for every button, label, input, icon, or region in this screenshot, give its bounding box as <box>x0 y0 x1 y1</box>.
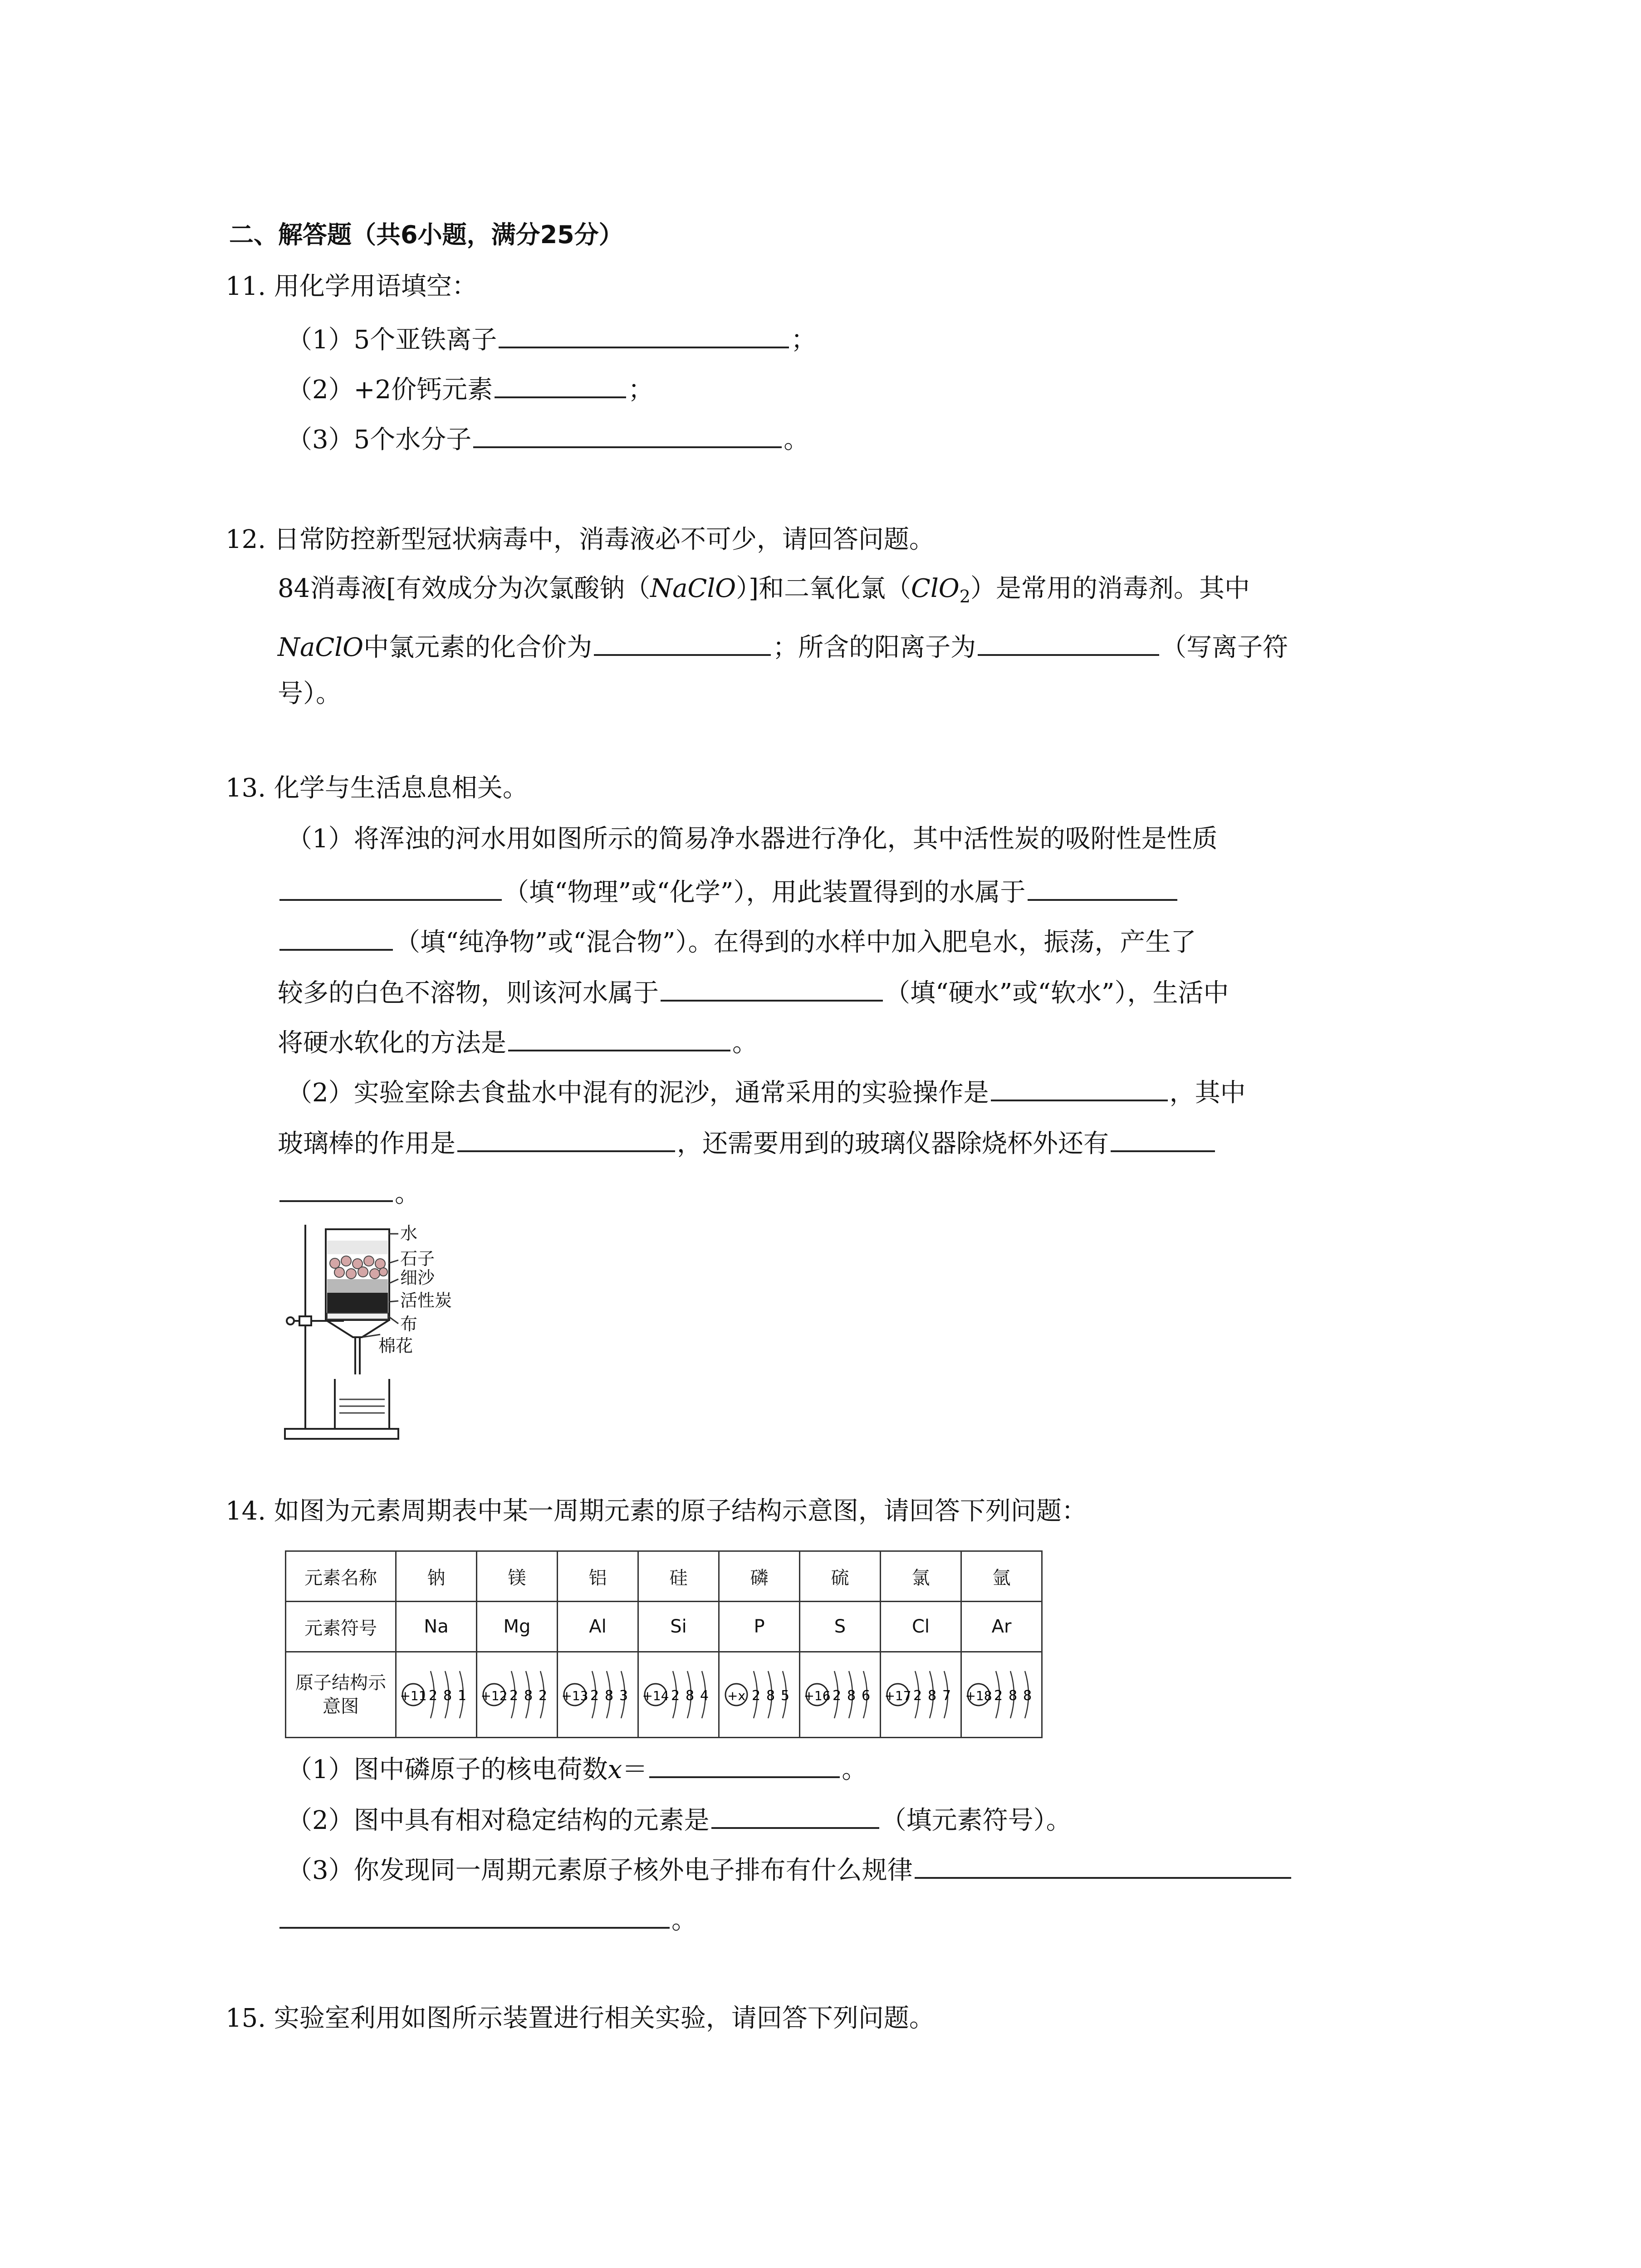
answer-blank[interactable] <box>279 871 502 901</box>
q12-line2: 84消毒液[有效成分为次氯酸钠（NaClO）]和二氧化氯（ClO$_2$）是常用的消毒剂。其中 <box>278 574 1250 607</box>
electron-count: 7 <box>942 1688 951 1704</box>
nucleus-charge: +16 <box>803 1688 831 1703</box>
row-header-name: 元素名称 <box>286 1551 396 1602</box>
electron-count: 8 <box>524 1688 533 1704</box>
atom-diagram-al <box>558 1652 638 1738</box>
answer-blank[interactable] <box>915 1849 1291 1879</box>
q12-stem: 12. 日常防控新型冠状病毒中，消毒液必不可少，请回答问题。 <box>225 525 935 554</box>
atom-structure-svg <box>398 1658 475 1731</box>
figure-label-water: 水 <box>400 1223 418 1243</box>
atom-diagram-s <box>800 1652 881 1738</box>
electron-count: 8 <box>766 1688 775 1704</box>
atom-structure-svg <box>479 1658 556 1731</box>
q13-line6: 将硬水软化的方法是 。 <box>278 1022 758 1061</box>
element-name: 氯 <box>881 1551 961 1602</box>
q11-part1: （1）5个亚铁离子 ； <box>287 318 816 358</box>
answer-blank[interactable] <box>279 1899 670 1929</box>
q12-line4: 号）。 <box>278 679 341 709</box>
electron-count: 1 <box>457 1688 466 1704</box>
electron-count: 8 <box>1008 1688 1017 1704</box>
atom-diagram-ar <box>961 1652 1042 1738</box>
electron-count: 8 <box>685 1688 694 1704</box>
electron-count: 8 <box>443 1688 452 1704</box>
answer-blank[interactable] <box>978 626 1159 656</box>
q12-line3: NaClO中氯元素的化合价为 ；所含的阳离子为 （写离子符 <box>278 626 1288 666</box>
q13-line7: （2）实验室除去食盐水中混有的泥沙，通常采用的实验操作是 ，其中 <box>287 1071 1246 1111</box>
answer-blank[interactable] <box>1028 871 1177 901</box>
figure-label-cotton: 棉花 <box>378 1336 413 1356</box>
q11-stem: 11. 用化学用语填空： <box>225 272 477 301</box>
element-symbol: S <box>800 1602 881 1652</box>
electron-count: 2 <box>913 1688 922 1704</box>
electron-count: 8 <box>604 1688 613 1704</box>
q13-line4: （填“纯净物”或“混合物”）。在得到的水样中加入肥皂水，振荡，产生了 <box>278 921 1196 961</box>
q13-line3: （填“物理”或“化学”），用此装置得到的水属于 <box>278 871 1179 911</box>
figure-label-cloth: 布 <box>400 1314 418 1334</box>
element-name: 磷 <box>719 1551 800 1602</box>
answer-blank[interactable] <box>457 1122 675 1152</box>
electron-count: 2 <box>994 1688 1003 1704</box>
atom-structure-svg <box>559 1658 637 1731</box>
answer-blank[interactable] <box>1111 1122 1215 1152</box>
answer-blank[interactable] <box>495 368 626 398</box>
atom-structure-svg <box>882 1658 960 1731</box>
atom-structure-svg <box>721 1658 798 1731</box>
element-name: 硫 <box>800 1551 881 1602</box>
element-symbol: Ar <box>961 1602 1042 1652</box>
row-header-diagram: 原子结构示意图 <box>286 1652 396 1738</box>
element-symbol: Si <box>638 1602 719 1652</box>
electron-count: 3 <box>619 1688 628 1704</box>
atom-structure-svg <box>640 1658 717 1731</box>
element-name: 硅 <box>638 1551 719 1602</box>
q14-stem: 14. 如图为元素周期表中某一周期元素的原子结构示意图，请回答下列问题： <box>225 1496 1087 1526</box>
q13-line2: （1）将浑浊的河水用如图所示的简易净水器进行净化，其中活性炭的吸附性是性质 <box>287 824 1218 854</box>
element-symbol: Mg <box>477 1602 558 1652</box>
answer-blank[interactable] <box>508 1022 730 1051</box>
electron-count: 6 <box>861 1688 870 1704</box>
nucleus-charge: +x <box>727 1688 745 1703</box>
figure-label-sand: 细沙 <box>400 1268 435 1288</box>
q13-stem: 13. 化学与生活息息相关。 <box>225 773 528 803</box>
element-symbol: Al <box>558 1602 638 1652</box>
nucleus-charge: +13 <box>561 1688 588 1703</box>
q14-part1: （1）图中磷原子的核电荷数x＝ 。 <box>287 1748 867 1788</box>
answer-blank[interactable] <box>594 626 771 656</box>
answer-blank[interactable] <box>711 1799 879 1829</box>
electron-count: 2 <box>832 1688 841 1704</box>
atom-diagram-p <box>719 1652 800 1738</box>
atom-diagram-na <box>396 1652 477 1738</box>
element-name: 镁 <box>477 1551 558 1602</box>
electron-count: 4 <box>700 1688 709 1704</box>
electron-count: 2 <box>509 1688 518 1704</box>
q13-line8: 玻璃棒的作用是 ，还需要用到的玻璃仪器除烧杯外还有 <box>278 1122 1217 1162</box>
nucleus-charge: +12 <box>480 1688 508 1703</box>
answer-blank[interactable] <box>649 1748 840 1778</box>
element-symbol: P <box>719 1602 800 1652</box>
q13-line5: 较多的白色不溶物，则该河水属于 （填“硬水”或“软水”），生活中 <box>278 972 1229 1012</box>
answer-blank[interactable] <box>279 921 393 951</box>
element-name: 钠 <box>396 1551 477 1602</box>
nucleus-charge: +18 <box>965 1688 992 1703</box>
element-name: 氩 <box>961 1551 1042 1602</box>
electron-count: 2 <box>751 1688 760 1704</box>
answer-blank[interactable] <box>499 318 789 348</box>
q14-part3-cont: 。 <box>278 1899 697 1939</box>
electron-count: 2 <box>590 1688 599 1704</box>
electron-count: 2 <box>671 1688 680 1704</box>
periodic-table <box>285 1550 1043 1738</box>
figure-label-stones: 石子 <box>400 1249 435 1269</box>
q13-line9: 。 <box>278 1172 420 1212</box>
electron-count: 2 <box>428 1688 437 1704</box>
q11-part3: （3）5个水分子 。 <box>287 418 809 458</box>
atom-diagram-cl <box>881 1652 961 1738</box>
element-symbol: Cl <box>881 1602 961 1652</box>
answer-blank[interactable] <box>473 418 782 448</box>
answer-blank[interactable] <box>279 1172 393 1202</box>
atom-structure-svg <box>802 1658 879 1731</box>
element-name: 铝 <box>558 1551 638 1602</box>
answer-blank[interactable] <box>661 972 883 1002</box>
figure-label-charcoal: 活性炭 <box>400 1290 452 1310</box>
water-purifier-figure <box>271 1216 471 1447</box>
row-header-symbol: 元素符号 <box>286 1602 396 1652</box>
section-heading: 二、解答题（共6小题，满分25分） <box>229 220 623 249</box>
element-symbol: Na <box>396 1602 477 1652</box>
q14-part3: （3）你发现同一周期元素原子核外电子排布有什么规律 <box>287 1849 1293 1889</box>
electron-count: 8 <box>847 1688 856 1704</box>
nucleus-charge: +11 <box>399 1688 427 1703</box>
q15-stem: 15. 实验室利用如图所示装置进行相关实验，请回答下列问题。 <box>225 2004 935 2033</box>
q14-part2: （2）图中具有相对稳定结构的元素是 （填元素符号）。 <box>287 1799 1072 1839</box>
q11-part2: （2）+2价钙元素 ； <box>287 368 653 408</box>
atom-diagram-si <box>638 1652 719 1738</box>
electron-count: 8 <box>1023 1688 1032 1704</box>
atom-structure-svg <box>963 1658 1040 1731</box>
electron-count: 8 <box>927 1688 936 1704</box>
electron-count: 2 <box>538 1688 547 1704</box>
answer-blank[interactable] <box>991 1071 1168 1101</box>
nucleus-charge: +14 <box>642 1688 669 1703</box>
nucleus-charge: +17 <box>884 1688 911 1703</box>
atom-diagram-mg <box>477 1652 558 1738</box>
electron-count: 5 <box>780 1688 789 1704</box>
